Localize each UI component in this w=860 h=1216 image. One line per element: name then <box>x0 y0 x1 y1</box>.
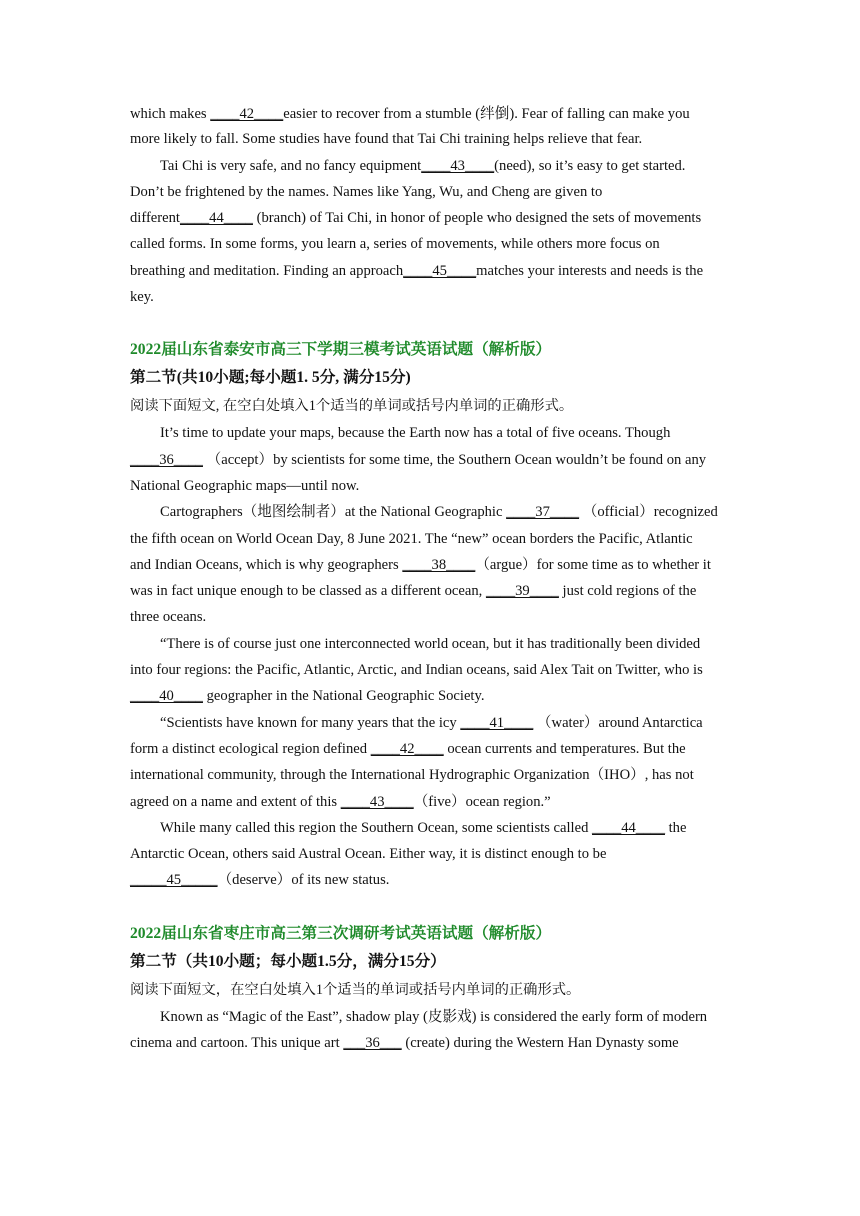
text-segment: which makes <box>130 106 211 122</box>
answer-blank: ____45____ <box>403 262 477 279</box>
text-segment: Cartographers（地图绘制者）at the National Geographic <box>160 504 507 521</box>
text-segment: （argue）for some time as to whether it <box>475 556 711 573</box>
text-line <box>130 420 732 446</box>
text-segment: three oceans. <box>130 609 207 626</box>
text-segment: （five）ocean region.” <box>413 793 551 810</box>
text-segment: different <box>130 210 180 227</box>
text-segment: the <box>664 819 687 836</box>
text-segment: （deserve）of its new status. <box>217 872 390 889</box>
section-subheading: 第二节（共10小题；每小题1.5分，满分15分） <box>130 952 446 970</box>
text-segment: and Indian Oceans, which is why geographers <box>130 556 403 573</box>
text-line <box>130 126 732 152</box>
section-heading: 2022届山东省枣庄市高三第三次调研考试英语试题（解析版） <box>130 924 552 942</box>
text-segment: “Scientists have known for many years that the icy <box>160 714 461 731</box>
text-segment: just cold regions of the <box>558 583 697 600</box>
answer-blank: ____43____ <box>340 793 414 810</box>
text-line <box>130 736 732 762</box>
text-segment: form a distinct ecological region defined <box>130 740 371 757</box>
text-line <box>130 710 732 736</box>
text-line <box>130 179 732 205</box>
instruction-text: 阅读下面短文，在空白处填入1个适当的单词或括号内单词的正确形式。 <box>130 981 581 998</box>
text-line <box>130 604 732 630</box>
text-segment: Don’t be frightened by the names. Names like Yang, Wu, and Cheng are given to <box>130 183 603 200</box>
text-line <box>130 578 732 604</box>
text-segment: key. <box>130 289 154 306</box>
text-line <box>130 815 732 841</box>
text-line <box>130 867 732 893</box>
text-segment: （water）around Antarctica <box>533 714 703 731</box>
text-segment: Antarctic Ocean, others said Austral Ocean. Either way, it is distinct enough to be <box>130 846 607 863</box>
text-line <box>130 284 732 310</box>
text-line <box>130 683 732 709</box>
text-segment: matches your interests and needs is the <box>476 262 704 279</box>
text-segment: breathing and meditation. Finding an approach <box>130 262 404 279</box>
text-segment: more likely to fall. Some studies have found that Tai Chi training helps relieve that fear. <box>130 131 643 148</box>
text-segment: (create) during the Western Han Dynasty some <box>401 1035 679 1052</box>
section-taian <box>130 336 732 893</box>
text-segment: easier to recover from a stumble (绊倒). Fear of falling can make you <box>283 106 690 122</box>
text-line <box>130 447 732 473</box>
text-line <box>130 1030 732 1056</box>
text-segment: “There is of course just one interconnected world ocean, but it has traditionally been divided <box>160 635 701 652</box>
text-segment: (need), so it’s easy to get started. <box>494 157 686 174</box>
text-line <box>130 526 732 552</box>
text-segment: international community, through the International Hydrographic Organization（IHO）, has not <box>130 767 694 784</box>
text-segment: It’s time to update your maps, because the Earth now has a total of five oceans. Though <box>160 425 671 442</box>
text-line <box>130 789 732 815</box>
text-segment: into four regions: the Pacific, Atlantic, Arctic, and Indian oceans, said Alex Tait on Twitter, who is <box>130 662 703 679</box>
text-segment: National Geographic maps—until now. <box>130 477 360 494</box>
text-segment: geographer in the National Geographic Society. <box>202 688 485 705</box>
answer-blank: _____45_____ <box>130 872 218 889</box>
section-heading: 2022届山东省泰安市高三下学期三模考试英语试题（解析版） <box>130 341 552 359</box>
text-line <box>130 762 732 788</box>
text-segment: （official）recognized <box>579 504 718 521</box>
text-line <box>130 1004 732 1030</box>
section-zaozhuang <box>130 920 732 1057</box>
answer-blank: ____39____ <box>485 583 559 600</box>
text-line <box>130 631 732 657</box>
answer-blank: ____36____ <box>130 451 203 468</box>
text-segment: cinema and cartoon. This unique art <box>130 1035 344 1052</box>
answer-blank: ____44____ <box>592 819 665 836</box>
text-segment: While many called this region the Southern Ocean, some scientists called <box>160 819 593 836</box>
answer-blank: ____43____ <box>421 157 495 174</box>
text-segment: （accept）by scientists for some time, the Southern Ocean wouldn’t be found on any <box>202 451 707 468</box>
document-content <box>130 100 732 1056</box>
text-line <box>130 100 732 126</box>
text-segment: ocean currents and temperatures. But the <box>443 740 686 757</box>
text-line <box>130 841 732 867</box>
text-segment: was in fact unique enough to be classed as a different ocean, <box>130 583 486 600</box>
instruction-text: 阅读下面短文, 在空白处填入1个适当的单词或括号内单词的正确形式。 <box>130 398 574 415</box>
text-line <box>130 258 732 284</box>
text-segment: the fifth ocean on World Ocean Day, 8 June 2021. The “new” ocean borders the Pacific, Atlantic <box>130 530 693 547</box>
text-segment: agreed on a name and extent of this <box>130 793 341 810</box>
answer-blank: ____42____ <box>210 106 284 122</box>
answer-blank: ____41____ <box>460 714 534 731</box>
text-line <box>130 153 732 179</box>
answer-blank: ____42____ <box>370 740 444 757</box>
answer-blank: ____38____ <box>402 556 476 573</box>
text-line <box>130 657 732 683</box>
text-segment: (branch) of Tai Chi, in honor of people who designed the sets of movements <box>252 210 702 227</box>
answer-blank: ____37____ <box>506 504 580 521</box>
answer-blank: ___36___ <box>343 1035 402 1052</box>
text-line <box>130 231 732 257</box>
passage-tai-chi <box>130 100 732 310</box>
text-line <box>130 499 732 525</box>
text-segment: Tai Chi is very safe, and no fancy equipment <box>160 157 422 174</box>
text-segment: called forms. In some forms, you learn a, series of movements, while others more focus on <box>130 236 660 253</box>
text-line <box>130 552 732 578</box>
text-line <box>130 473 732 499</box>
answer-blank: ____40____ <box>130 688 203 705</box>
answer-blank: ____44____ <box>179 210 253 227</box>
text-segment: Known as “Magic of the East”, shadow play (皮影戏) is considered the early form of modern <box>160 1008 708 1025</box>
text-line <box>130 205 732 231</box>
section-subheading: 第二节(共10小题;每小题1. 5分, 满分15分) <box>130 369 411 387</box>
